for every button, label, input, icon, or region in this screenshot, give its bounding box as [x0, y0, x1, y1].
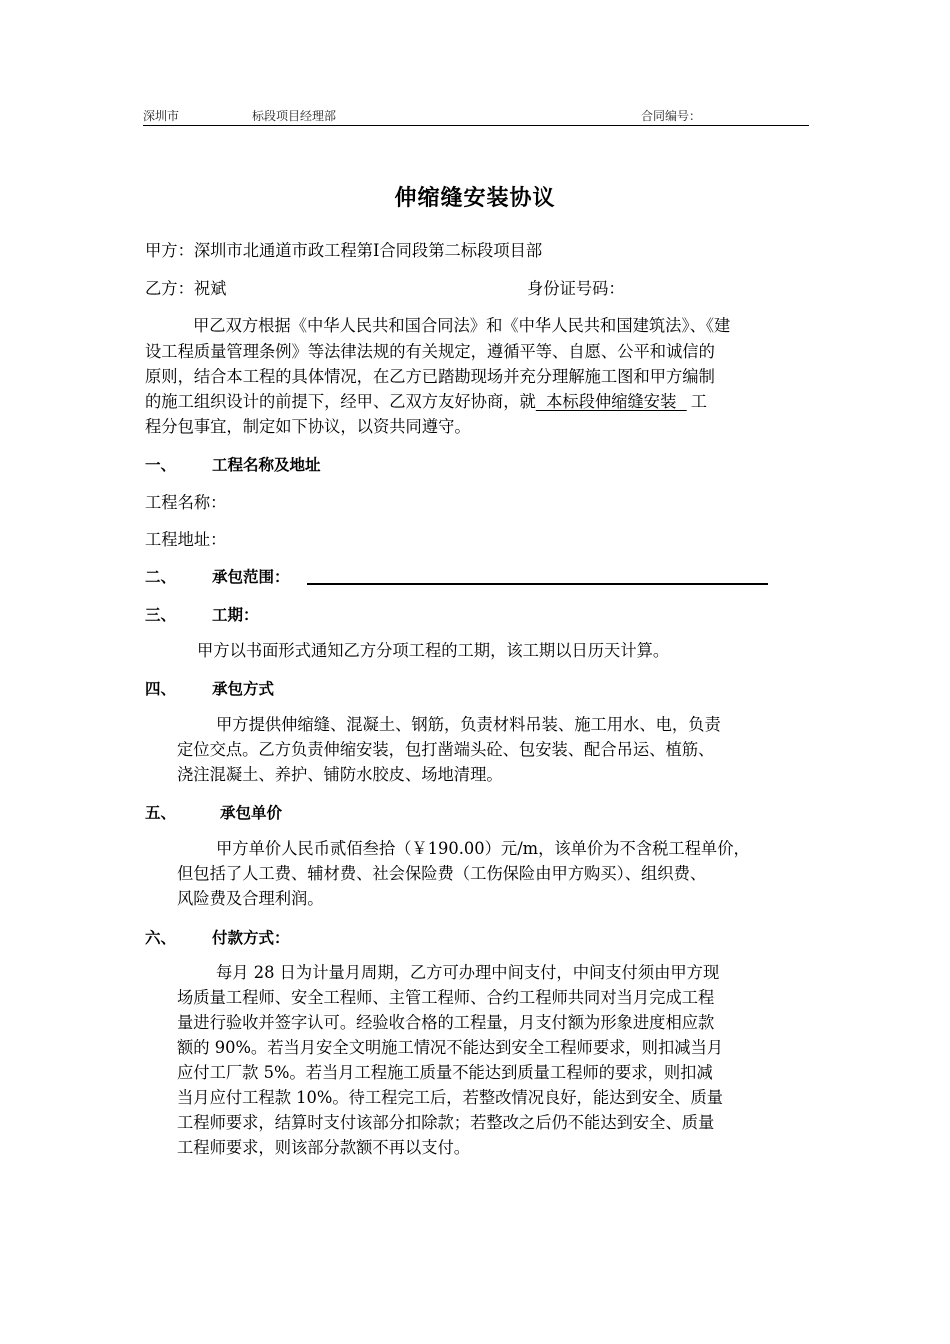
section-6-line-8: 工程师要求，则该部分款额不再以支付。 — [177, 1138, 471, 1157]
section-1-number: 一、 — [145, 456, 177, 474]
section-6-line-5: 应付工厂款 5%。若当月工程施工质量不能达到质量工程师的要求，则扣减 — [177, 1063, 713, 1082]
section-5-line-2: 但包括了人工费、辅材费、社会保险费（工伤保险由甲方购买）、组织费、 — [177, 864, 707, 883]
section-5-number: 五、 — [145, 804, 177, 822]
section-3-title: 工期： — [212, 606, 259, 624]
section-1-title: 工程名称及地址 — [212, 456, 321, 474]
section-4-number: 四、 — [145, 680, 177, 698]
section-4-line-1: 甲方提供伸缩缝、混凝土、钢筋，负责材料吊装、施工用水、电，负责 — [216, 715, 721, 734]
section-6-line-3: 量进行验收并签字认可。经验收合格的工程量，月支付额为形象进度相应款 — [177, 1013, 715, 1032]
scope-underlined: 本标段伸缩缝安装 — [535, 392, 687, 411]
section-6-number: 六、 — [145, 929, 177, 947]
intro-line-3: 原则，结合本工程的具体情况，在乙方已踏勘现场并充分理解施工图和甲方编制 — [145, 367, 715, 386]
section-3-text: 甲方以书面形式通知乙方分项工程的工期，该工期以日历天计算。 — [197, 641, 670, 660]
section-6-line-4: 额的 90%。若当月安全文明施工情况不能达到安全工程师要求，则扣减当月 — [177, 1038, 724, 1057]
intro-line-1: 甲乙双方根据《中华人民共和国合同法》和《中华人民共和国建筑法》、《建 — [193, 316, 731, 335]
id-number-label: 身份证号码： — [527, 279, 625, 298]
section-3-number: 三、 — [145, 606, 177, 624]
intro-line-4 — [145, 389, 707, 415]
intro-line-4-post: 工 — [690, 392, 708, 411]
section-6-line-1: 每月 28 日为计量月周期，乙方可办理中间支付，中间支付须由甲方现 — [216, 963, 720, 982]
section-4-title: 承包方式 — [212, 680, 275, 698]
section-5-line-1: 甲方单价人民币贰佰叁拾（￥190.00）元/m，该单价为不含税工程单价， — [216, 839, 750, 858]
scope-blank-line — [307, 566, 768, 585]
section-5-line-3: 风险费及合理利润。 — [177, 889, 324, 908]
header-dept: 标段项目经理部 — [252, 109, 337, 123]
section-6-line-7: 工程师要求，结算时支付该部分扣除款；若整改之后仍不能达到安全、质量 — [177, 1113, 715, 1132]
intro-line-2: 设工程质量管理条例》等法律法规的有关规定，遵循平等、自愿、公平和诚信的 — [145, 342, 715, 361]
section-6-line-6: 当月应付工程款 10%。待工程完工后，若整改情况良好，能达到安全、质量 — [177, 1088, 724, 1107]
party-b: 乙方：祝斌 — [145, 279, 227, 298]
project-name-label: 工程名称： — [145, 493, 227, 512]
document-title: 伸缩缝安装协议 — [394, 186, 556, 211]
party-a: 甲方：深圳市北通道市政工程第Ⅰ合同段第二标段项目部 — [145, 241, 543, 260]
section-4-line-2: 定位交点。乙方负责伸缩安装，包打凿端头砼、包安装、配合吊运、植筋、 — [177, 740, 715, 759]
intro-line-4-pre: 的施工组织设计的前提下，经甲、乙双方友好协商，就 — [145, 392, 536, 411]
project-address-label: 工程地址： — [145, 530, 227, 549]
intro-line-5: 程分包事宜，制定如下协议，以资共同遵守。 — [145, 417, 471, 436]
section-2-number: 二、 — [145, 568, 177, 586]
header-city: 深圳市 — [143, 109, 180, 123]
section-6-line-2: 场质量工程师、安全工程师、主管工程师、合约工程师共同对当月完成工程 — [177, 988, 715, 1007]
section-4-line-3: 浇注混凝土、养护、铺防水胶皮、场地清理。 — [177, 765, 503, 784]
section-2-title: 承包范围： — [212, 568, 290, 586]
header-contract-no: 合同编号： — [641, 109, 702, 123]
section-5-title: 承包单价 — [220, 804, 283, 822]
section-6-title: 付款方式： — [212, 929, 290, 947]
header-rule — [143, 125, 809, 126]
